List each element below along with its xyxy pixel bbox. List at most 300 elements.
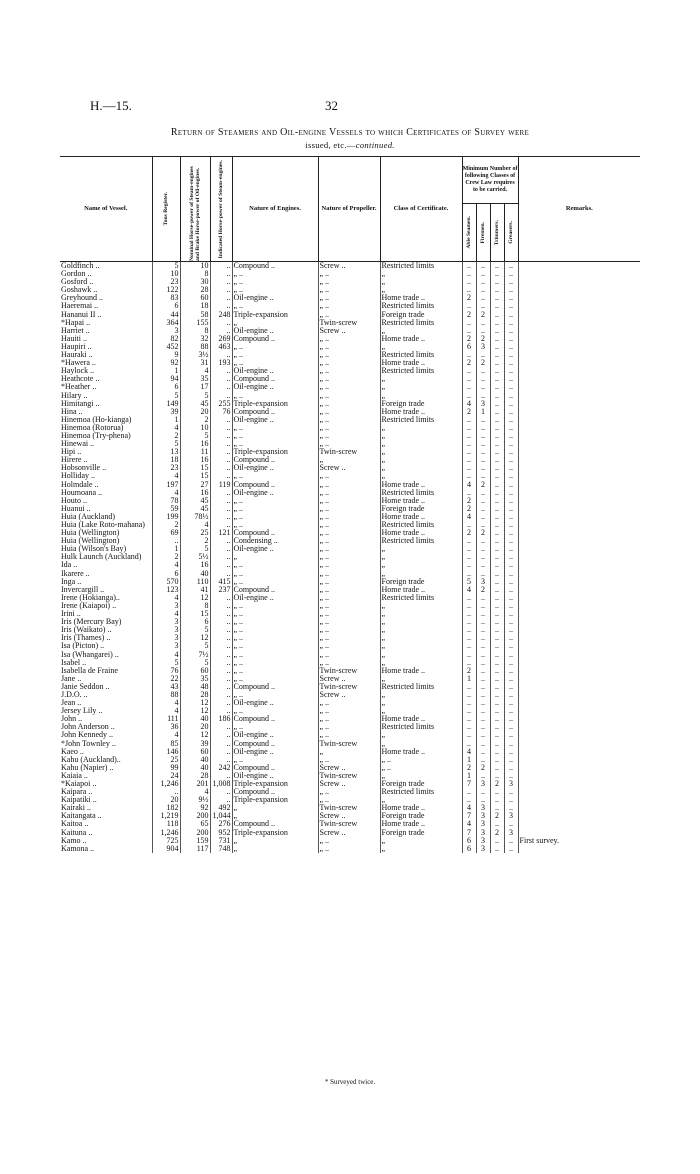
greasers-cell: ..: [504, 740, 518, 748]
engine-type-cell: „ ..: [232, 610, 318, 618]
trimmers-cell: ..: [490, 715, 504, 723]
indicated-hp-cell: ..: [210, 521, 232, 529]
remarks-cell: [518, 383, 640, 391]
nominal-hp-cell: 2: [180, 537, 210, 545]
greasers-cell: ..: [504, 489, 518, 497]
trimmers-cell: ..: [490, 472, 504, 480]
vessel-name-cell: Isa (Picton) ..: [61, 642, 105, 651]
greasers-cell: ..: [504, 691, 518, 699]
tons-register-cell: 5: [152, 392, 180, 400]
trimmers-cell: ..: [490, 772, 504, 780]
tons-register-cell: 59: [152, 505, 180, 513]
engine-type-cell: „: [232, 837, 318, 845]
propeller-type-cell: „ ..: [318, 375, 380, 383]
propeller-type-cell: Screw ..: [318, 829, 380, 837]
table-row: [60, 278, 640, 286]
indicated-hp-cell: ..: [210, 772, 232, 780]
trimmers-cell: ..: [490, 432, 504, 440]
engine-type-cell: Compound ..: [232, 586, 318, 594]
indicated-hp-cell: ..: [210, 270, 232, 278]
trimmers-cell: ..: [490, 270, 504, 278]
greasers-cell: ..: [504, 440, 518, 448]
engine-type-cell: „ ..: [232, 286, 318, 294]
remarks-cell: [518, 610, 640, 618]
table-row: [60, 294, 640, 302]
able-seamen-cell: ..: [462, 521, 476, 529]
tons-register-cell: 149: [152, 400, 180, 408]
tons-register-cell: 9: [152, 351, 180, 359]
tons-register-cell: 92: [152, 359, 180, 367]
engine-type-cell: „ ..: [232, 707, 318, 715]
able-seamen-cell: ..: [462, 683, 476, 691]
table-header: [60, 157, 640, 262]
vessel-name-cell: Kaipara ..: [61, 788, 93, 797]
indicated-hp-cell: ..: [210, 626, 232, 634]
firemen-cell: 1: [476, 408, 490, 416]
tons-register-cell: 4: [152, 651, 180, 659]
remarks-cell: [518, 424, 640, 432]
propeller-type-cell: „ ..: [318, 408, 380, 416]
able-seamen-cell: 2: [462, 408, 476, 416]
greasers-cell: ..: [504, 699, 518, 707]
nominal-hp-cell: 58: [180, 311, 210, 319]
indicated-hp-cell: ..: [210, 756, 232, 764]
vessel-name-cell: Isabella de Fraine: [61, 666, 118, 675]
indicated-hp-cell: ..: [210, 375, 232, 383]
greasers-cell: ..: [504, 570, 518, 578]
nominal-hp-cell: 92: [180, 804, 210, 812]
remarks-cell: [518, 408, 640, 416]
able-seamen-cell: ..: [462, 472, 476, 480]
trimmers-cell: ..: [490, 481, 504, 489]
greasers-cell: ..: [504, 408, 518, 416]
certificate-class-cell: Restricted limits: [380, 367, 462, 375]
propeller-type-cell: „ ..: [318, 400, 380, 408]
able-seamen-cell: ..: [462, 715, 476, 723]
greasers-cell: ..: [504, 675, 518, 683]
firemen-cell: 2: [476, 764, 490, 772]
col-firemen-header: Firemen.: [476, 204, 490, 262]
propeller-type-cell: „ ..: [318, 845, 380, 853]
engine-type-cell: Oil-engine ..: [232, 594, 318, 602]
trimmers-cell: ..: [490, 651, 504, 659]
remarks-cell: [518, 464, 640, 472]
indicated-hp-cell: 255: [210, 400, 232, 408]
remarks-cell: [518, 659, 640, 667]
table-row: [60, 529, 640, 537]
table-row: [60, 651, 640, 659]
able-seamen-cell: 6: [462, 343, 476, 351]
remarks-cell: [518, 651, 640, 659]
col-remarks-header: Remarks.: [518, 157, 640, 262]
engine-type-cell: „ ..: [232, 691, 318, 699]
greasers-cell: ..: [504, 715, 518, 723]
nominal-hp-cell: 28: [180, 772, 210, 780]
nominal-hp-cell: 40: [180, 570, 210, 578]
vessel-name-cell: Jean ..: [61, 699, 82, 708]
indicated-hp-cell: ..: [210, 432, 232, 440]
engine-type-cell: Triple-expansion: [232, 400, 318, 408]
vessel-name-cell: Kaipatiki ..: [61, 796, 97, 805]
nominal-hp-cell: 32: [180, 335, 210, 343]
certificate-class-cell: Restricted limits: [380, 594, 462, 602]
indicated-hp-cell: ..: [210, 618, 232, 626]
certificate-class-cell: Restricted limits: [380, 319, 462, 327]
remarks-cell: [518, 545, 640, 553]
remarks-cell: [518, 691, 640, 699]
table-row: [60, 448, 640, 456]
table-row: [60, 594, 640, 602]
tons-register-cell: 43: [152, 683, 180, 691]
remarks-cell: [518, 561, 640, 569]
vessel-name-cell: Himitangi ..: [61, 399, 100, 408]
nominal-hp-cell: 40: [180, 756, 210, 764]
table-row: [60, 383, 640, 391]
col-crew-group-header: Minimum Number of following Classes of Crew Law requires to be carried.: [462, 157, 518, 204]
greasers-cell: ..: [504, 456, 518, 464]
vessel-name-cell: Hobsonville ..: [61, 464, 107, 473]
trimmers-cell: ..: [490, 335, 504, 343]
firemen-cell: ..: [476, 448, 490, 456]
propeller-type-cell: „ ..: [318, 383, 380, 391]
trimmers-cell: ..: [490, 351, 504, 359]
able-seamen-cell: ..: [462, 262, 476, 271]
trimmers-cell: ..: [490, 594, 504, 602]
able-seamen-cell: ..: [462, 351, 476, 359]
indicated-hp-cell: ..: [210, 497, 232, 505]
table-row: [60, 602, 640, 610]
engine-type-cell: „: [232, 812, 318, 820]
nominal-hp-cell: 12: [180, 634, 210, 642]
trimmers-cell: ..: [490, 521, 504, 529]
table-row: [60, 456, 640, 464]
remarks-cell: [518, 804, 640, 812]
trimmers-cell: ..: [490, 302, 504, 310]
nominal-hp-cell: 60: [180, 294, 210, 302]
tons-register-cell: 88: [152, 691, 180, 699]
certificate-class-cell: „: [380, 472, 462, 480]
certificate-class-cell: „: [380, 618, 462, 626]
engine-type-cell: „ ..: [232, 351, 318, 359]
remarks-cell: [518, 416, 640, 424]
trimmers-cell: ..: [490, 764, 504, 772]
remarks-cell: [518, 667, 640, 675]
propeller-type-cell: Twin-screw: [318, 319, 380, 327]
propeller-type-cell: Twin-screw: [318, 820, 380, 828]
propeller-type-cell: „ ..: [318, 796, 380, 804]
vessel-name-cell: Huanui ..: [61, 504, 91, 513]
indicated-hp-cell: ..: [210, 456, 232, 464]
able-seamen-cell: ..: [462, 424, 476, 432]
remarks-cell: [518, 796, 640, 804]
indicated-hp-cell: ..: [210, 788, 232, 796]
greasers-cell: ..: [504, 820, 518, 828]
firemen-cell: ..: [476, 740, 490, 748]
engine-type-cell: Compound ..: [232, 408, 318, 416]
engine-type-cell: Oil-engine ..: [232, 294, 318, 302]
remarks-cell: [518, 570, 640, 578]
certificate-class-cell: „: [380, 343, 462, 351]
engine-type-cell: Compound ..: [232, 683, 318, 691]
tons-register-cell: 146: [152, 748, 180, 756]
vessel-name-cell: Huia (Wellington): [61, 529, 120, 538]
propeller-type-cell: „ ..: [318, 586, 380, 594]
indicated-hp-cell: ..: [210, 383, 232, 391]
remarks-cell: [518, 626, 640, 634]
tons-register-cell: 6: [152, 570, 180, 578]
indicated-hp-cell: 1,008: [210, 780, 232, 788]
engine-type-cell: Triple-expansion: [232, 829, 318, 837]
greasers-cell: ..: [504, 481, 518, 489]
nominal-hp-cell: 20: [180, 723, 210, 731]
table-row: [60, 416, 640, 424]
engine-type-cell: „ ..: [232, 756, 318, 764]
remarks-cell: [518, 302, 640, 310]
able-seamen-cell: ..: [462, 545, 476, 553]
remarks-cell: [518, 731, 640, 739]
nominal-hp-cell: 8: [180, 270, 210, 278]
indicated-hp-cell: 276: [210, 820, 232, 828]
trimmers-cell: ..: [490, 359, 504, 367]
able-seamen-cell: 4: [462, 820, 476, 828]
trimmers-cell: ..: [490, 278, 504, 286]
firemen-cell: ..: [476, 416, 490, 424]
propeller-type-cell: „ ..: [318, 610, 380, 618]
tons-register-cell: 1: [152, 416, 180, 424]
engine-type-cell: „ ..: [232, 497, 318, 505]
tons-register-cell: 99: [152, 764, 180, 772]
vessel-name-cell: Gordon ..: [61, 270, 92, 279]
able-seamen-cell: ..: [462, 553, 476, 561]
remarks-cell: [518, 578, 640, 586]
firemen-cell: ..: [476, 513, 490, 521]
table-row: [60, 367, 640, 375]
indicated-hp-cell: ..: [210, 464, 232, 472]
tons-register-cell: 2: [152, 553, 180, 561]
tons-register-cell: 3: [152, 626, 180, 634]
table-row: [60, 723, 640, 731]
engine-type-cell: Triple-expansion: [232, 448, 318, 456]
tons-register-cell: 123: [152, 586, 180, 594]
col-able-seamen-header: Able Seamen.: [462, 204, 476, 262]
indicated-hp-cell: 121: [210, 529, 232, 537]
nominal-hp-cell: 60: [180, 748, 210, 756]
able-seamen-cell: ..: [462, 723, 476, 731]
firemen-cell: ..: [476, 667, 490, 675]
indicated-hp-cell: ..: [210, 796, 232, 804]
certificate-class-cell: Restricted limits: [380, 262, 462, 271]
tons-register-cell: 725: [152, 837, 180, 845]
trimmers-cell: ..: [490, 456, 504, 464]
remarks-cell: [518, 286, 640, 294]
vessel-name-cell: Greyhound ..: [61, 294, 103, 303]
certificate-class-cell: Home trade ..: [380, 335, 462, 343]
able-seamen-cell: 4: [462, 748, 476, 756]
nominal-hp-cell: 5½: [180, 553, 210, 561]
propeller-type-cell: „ ..: [318, 642, 380, 650]
propeller-type-cell: Screw ..: [318, 464, 380, 472]
certificate-class-cell: Foreign trade: [380, 578, 462, 586]
vessel-name-cell: Hinemoa (Ho-kianga): [61, 415, 132, 424]
vessel-name-cell: John Kennedy ..: [61, 731, 113, 740]
certificate-class-cell: „ ..: [380, 756, 462, 764]
able-seamen-cell: ..: [462, 270, 476, 278]
certificate-class-cell: „: [380, 424, 462, 432]
certificate-class-cell: „: [380, 626, 462, 634]
engine-type-cell: Oil-engine ..: [232, 772, 318, 780]
greasers-cell: ..: [504, 529, 518, 537]
indicated-hp-cell: ..: [210, 327, 232, 335]
indicated-hp-cell: 119: [210, 481, 232, 489]
certificate-class-cell: „: [380, 545, 462, 553]
remarks-cell: [518, 675, 640, 683]
certificate-class-cell: „: [380, 375, 462, 383]
engine-type-cell: „ ..: [232, 521, 318, 529]
indicated-hp-cell: 748: [210, 845, 232, 853]
propeller-type-cell: „ ..: [318, 294, 380, 302]
able-seamen-cell: ..: [462, 375, 476, 383]
certificate-class-cell: Foreign trade: [380, 505, 462, 513]
tons-register-cell: 199: [152, 513, 180, 521]
propeller-type-cell: „ ..: [318, 432, 380, 440]
engine-type-cell: Compound ..: [232, 481, 318, 489]
able-seamen-cell: ..: [462, 278, 476, 286]
firemen-cell: ..: [476, 561, 490, 569]
greasers-cell: 3: [504, 829, 518, 837]
indicated-hp-cell: 242: [210, 764, 232, 772]
propeller-type-cell: „ ..: [318, 570, 380, 578]
firemen-cell: ..: [476, 748, 490, 756]
certificate-class-cell: Home trade ..: [380, 820, 462, 828]
propeller-type-cell: „ ..: [318, 618, 380, 626]
tons-register-cell: ..: [152, 537, 180, 545]
greasers-cell: ..: [504, 327, 518, 335]
trimmers-cell: ..: [490, 497, 504, 505]
certificate-class-cell: „: [380, 392, 462, 400]
certificate-class-cell: „: [380, 659, 462, 667]
able-seamen-cell: ..: [462, 464, 476, 472]
tons-register-cell: 904: [152, 845, 180, 853]
able-seamen-cell: 2: [462, 294, 476, 302]
certificate-class-cell: Restricted limits: [380, 788, 462, 796]
indicated-hp-cell: 1,044: [210, 812, 232, 820]
vessel-return-table: [60, 156, 640, 853]
trimmers-cell: ..: [490, 400, 504, 408]
able-seamen-cell: ..: [462, 327, 476, 335]
remarks-cell: [518, 529, 640, 537]
greasers-cell: ..: [504, 367, 518, 375]
vessel-name-cell: Hinemoa (Try-phena): [61, 431, 131, 440]
nominal-hp-cell: 41: [180, 586, 210, 594]
indicated-hp-cell: ..: [210, 731, 232, 739]
trimmers-cell: ..: [490, 586, 504, 594]
remarks-cell: [518, 367, 640, 375]
certificate-class-cell: Home trade ..: [380, 529, 462, 537]
table-row: [60, 424, 640, 432]
vessel-name-cell: Iris (Mercury Bay): [61, 618, 122, 627]
vessel-name-cell: Kairaki ..: [61, 804, 91, 813]
certificate-class-cell: Home trade ..: [380, 715, 462, 723]
engine-type-cell: Compound ..: [232, 715, 318, 723]
greasers-cell: ..: [504, 375, 518, 383]
able-seamen-cell: ..: [462, 367, 476, 375]
vessel-name-cell: Iris (Waikato) ..: [61, 626, 112, 635]
greasers-cell: ..: [504, 424, 518, 432]
firemen-cell: ..: [476, 375, 490, 383]
engine-type-cell: „: [232, 804, 318, 812]
table-row: [60, 319, 640, 327]
nominal-hp-cell: 31: [180, 359, 210, 367]
trimmers-cell: ..: [490, 311, 504, 319]
tons-register-cell: 3: [152, 618, 180, 626]
engine-type-cell: Compound ..: [232, 529, 318, 537]
firemen-cell: 2: [476, 586, 490, 594]
indicated-hp-cell: 463: [210, 343, 232, 351]
remarks-cell: [518, 521, 640, 529]
tons-register-cell: 78: [152, 497, 180, 505]
certificate-class-cell: Home trade ..: [380, 294, 462, 302]
table-row: [60, 464, 640, 472]
trimmers-cell: ..: [490, 448, 504, 456]
propeller-type-cell: „ ..: [318, 756, 380, 764]
engine-type-cell: „ ..: [232, 634, 318, 642]
able-seamen-cell: ..: [462, 796, 476, 804]
col-greasers-header: Greasers.: [504, 204, 518, 262]
vessel-name-cell: Holmdale ..: [61, 480, 99, 489]
propeller-type-cell: Twin-screw: [318, 448, 380, 456]
firemen-cell: 3: [476, 820, 490, 828]
tons-register-cell: ..: [152, 788, 180, 796]
remarks-cell: [518, 456, 640, 464]
table-row: [60, 788, 640, 796]
able-seamen-cell: ..: [462, 448, 476, 456]
vessel-name-cell: Hinemoa (Rotorua): [61, 423, 124, 432]
col-trimmers-header: Trimmers.: [490, 204, 504, 262]
propeller-type-cell: „ ..: [318, 529, 380, 537]
table-row: [60, 327, 640, 335]
greasers-cell: ..: [504, 416, 518, 424]
indicated-hp-cell: 731: [210, 837, 232, 845]
firemen-cell: ..: [476, 788, 490, 796]
engine-type-cell: „ ..: [232, 302, 318, 310]
table-row: [60, 675, 640, 683]
indicated-hp-cell: ..: [210, 513, 232, 521]
col-indicated-hp-header: Indicated Horse-power of Steam-engines.: [210, 157, 232, 262]
trimmers-cell: ..: [490, 375, 504, 383]
vessel-name-cell: Houmoana ..: [61, 488, 103, 497]
tons-register-cell: 4: [152, 699, 180, 707]
indicated-hp-cell: ..: [210, 262, 232, 271]
nominal-hp-cell: 5: [180, 642, 210, 650]
certificate-class-cell: Restricted limits: [380, 683, 462, 691]
certificate-class-cell: „: [380, 464, 462, 472]
propeller-type-cell: Screw ..: [318, 764, 380, 772]
nominal-hp-cell: 2: [180, 416, 210, 424]
trimmers-cell: ..: [490, 383, 504, 391]
greasers-cell: ..: [504, 586, 518, 594]
able-seamen-cell: 2: [462, 529, 476, 537]
vessel-name-cell: Ida ..: [61, 561, 78, 570]
tons-register-cell: 182: [152, 804, 180, 812]
table-row: [60, 820, 640, 828]
greasers-cell: ..: [504, 561, 518, 569]
propeller-type-cell: „ ..: [318, 351, 380, 359]
tons-register-cell: 5: [152, 262, 180, 271]
certificate-class-cell: „: [380, 699, 462, 707]
firemen-cell: ..: [476, 286, 490, 294]
tons-register-cell: 2: [152, 521, 180, 529]
propeller-type-cell: „ ..: [318, 497, 380, 505]
